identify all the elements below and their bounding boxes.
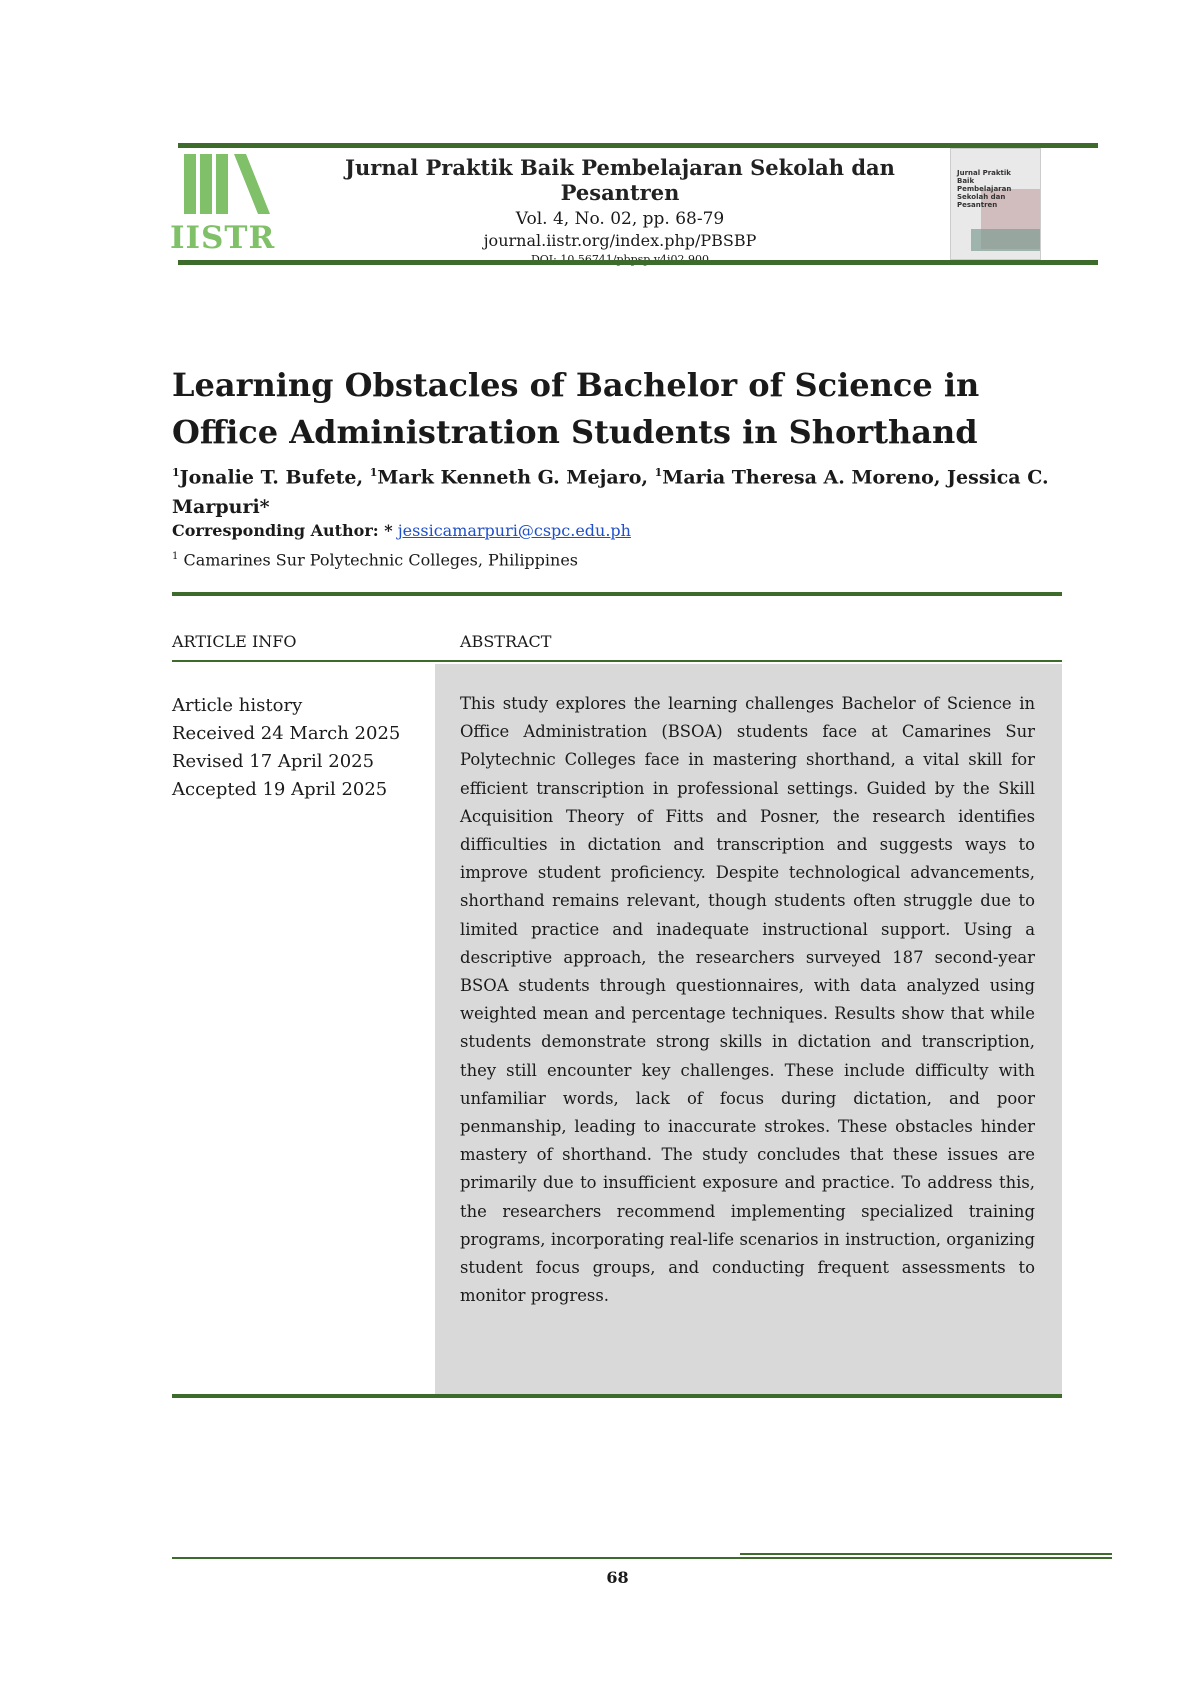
journal-info xyxy=(290,155,950,266)
page-number: 68 xyxy=(606,1568,629,1587)
journal-volume: Vol. 4, No. 02, pp. 68-79 xyxy=(515,209,725,229)
abstract-text: This study explores the learning challenges Bachelor of Science in Office Administration (BSOA) students face at Camarines Sur Polytechnic Colleges face in mastering shorthand, a vital skill for efficient transcription in professional settings. Guided by the Skill Acquisition Theory of Fitts and Posner, the research identifies difficulties in dictation and transcription and suggests ways to improve student proficiency. Despite technological advancements, shorthand remains relevant, though students often struggle due to limited practice and inadequate instructional support. Using a descriptive approach, the researchers surveyed 187 second-year BSOA students through questionnaires, with data analyzed using weighted mean and percentage techniques. Results show that while students demonstrate strong skills in dictation and transcription, they still encounter key challenges. These include difficulty with unfamiliar words, lack of focus during dictation, and poor penmanship, leading to inaccurate strokes. These obstacles hinder mastery of shorthand. The study concludes that these issues are primarily due to insufficient exposure and practice. To address this, the researchers recommend implementing specialized training programs, incorporating real-life scenarios in instruction, organizing student focus groups, and conducting frequent assessments to monitor progress. xyxy=(460,694,1035,1306)
author-name: Jonalie T. Bufete, xyxy=(179,466,370,489)
section-bottom-rule xyxy=(172,1394,1062,1398)
revised-date: Revised 17 April 2025 xyxy=(172,751,375,772)
corresponding-email-link[interactable]: jessicamarpuri@cspc.edu.ph xyxy=(397,521,631,540)
article-history xyxy=(172,692,432,804)
header-bottom-rule xyxy=(178,260,1098,265)
history-label: Article history xyxy=(172,695,303,716)
affiliation-sup: 1 xyxy=(172,551,179,562)
affiliation-text: Camarines Sur Polytechnic Colleges, Philippines xyxy=(183,550,579,570)
logo-bars-icon xyxy=(182,152,272,216)
author-affil-sup: 1 xyxy=(172,466,180,479)
affiliation xyxy=(172,544,1072,573)
cover-text: Jurnal Praktik Baik Pembelajaran Sekolah dan Pesantren xyxy=(957,169,1012,209)
iistr-logo xyxy=(170,152,282,256)
received-date: Received 24 March 2025 xyxy=(172,723,401,744)
author-list xyxy=(172,458,1072,522)
corresponding-author xyxy=(172,518,1072,544)
author-affil-sup: 1 xyxy=(369,466,378,479)
author-name: Mark Kenneth G. Mejaro, xyxy=(377,466,655,489)
journal-cover-thumbnail xyxy=(950,148,1041,260)
footer-rule xyxy=(172,1557,1112,1559)
author-affil-sup: 1 xyxy=(654,466,663,479)
article-info-heading: ARTICLE INFO xyxy=(172,632,297,651)
section-rule xyxy=(172,592,1062,596)
article-title: Learning Obstacles of Bachelor of Science in Office Administration Students in Shorthand xyxy=(172,366,980,451)
author-name: Maria Theresa A. Moreno, Jessica C. Marpuri* xyxy=(172,466,1049,519)
logo-text: IISTR xyxy=(170,220,276,256)
journal-url[interactable]: journal.iistr.org/index.php/PBSBP xyxy=(483,231,757,250)
section-rule xyxy=(172,660,1062,662)
footer-rule-accent xyxy=(740,1553,1112,1555)
corresponding-label: Corresponding Author: * xyxy=(172,521,393,540)
cover-band xyxy=(971,229,1040,251)
journal-title: Jurnal Praktik Baik Pembelajaran Sekolah dan Pesantren xyxy=(345,155,895,205)
abstract-heading: ABSTRACT xyxy=(460,632,552,651)
accepted-date: Accepted 19 April 2025 xyxy=(172,779,388,800)
